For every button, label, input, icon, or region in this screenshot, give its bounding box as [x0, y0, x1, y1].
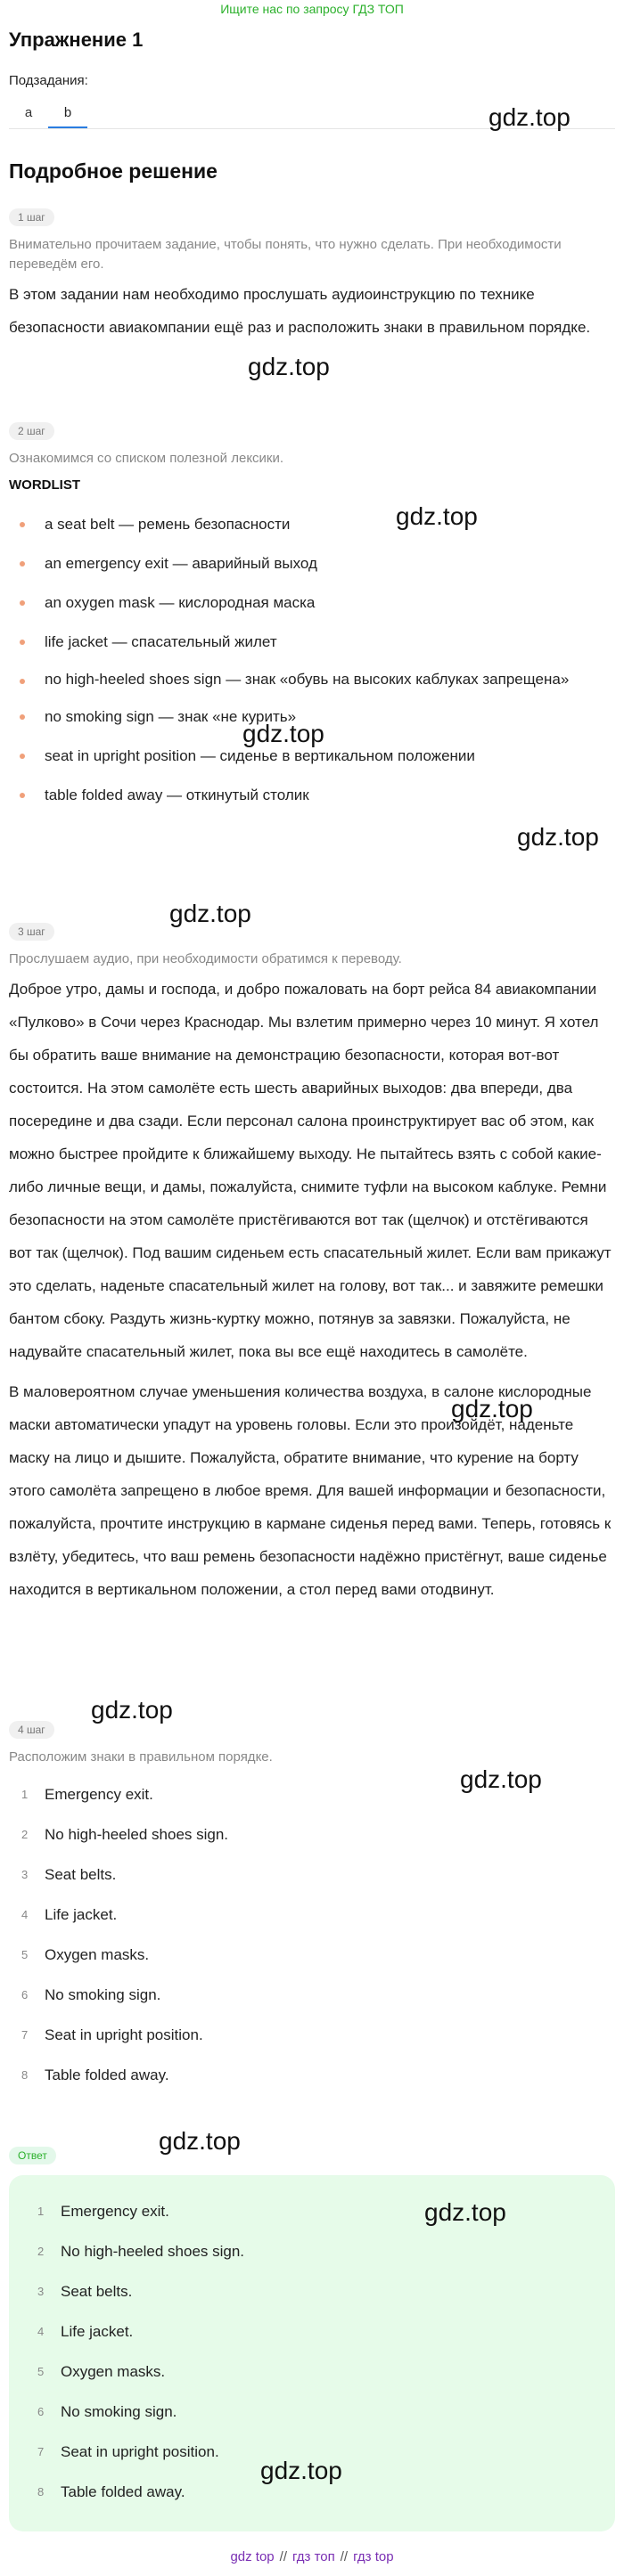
footer-link[interactable]: gdz top — [230, 2549, 275, 2564]
list-item: 3 Seat belts. — [21, 1866, 117, 1883]
footer-separator: // — [279, 2549, 287, 2564]
bullet-icon — [20, 793, 25, 798]
watermark: gdz.top — [91, 1696, 173, 1724]
list-item: no smoking sign — знак «не курить» — [9, 697, 615, 737]
list-item: 6 No smoking sign. — [21, 1986, 161, 2003]
tab-b[interactable]: b — [48, 102, 87, 128]
bullet-icon — [20, 600, 25, 606]
ordered-signs — [9, 1774, 615, 2095]
watermark: gdz.top — [451, 1395, 533, 1423]
watermark: gdz.top — [159, 2127, 241, 2155]
bullet-icon — [20, 522, 25, 527]
list-item: life jacket — спасательный жилет — [9, 623, 615, 662]
step-hint: Прослушаем аудио, при необходимости обратимся к переводу. — [9, 951, 402, 966]
wordlist — [9, 505, 615, 815]
transcript-paragraph-1: Доброе утро, дамы и господа, и добро пожаловать на борт рейса 84 авиакомпании «Пулково» в Сочи через Краснодар. Мы взлетим примерно через 10 минут. Я хотел бы обратить ваше внимание на демонстрацию безопасности, которая вот-вот состоится. На этом самолёте есть шесть аварийных выходов: два впереди, два посередине и два сзади. Если персонал салона проинструктирует вас об этом, как можно быстрее пройдите к ближайшему выходу. Не пытайтесь взять с собой какие-либо личные вещи, и дамы, пожалуйста, снимите туфли на высоком каблуке. Ремни безопасности на этом самолёте пристёгиваются вот так (щелчок) и отстёгиваются вот так (щелчок). Под вашим сиденьем есть спасательный жилет. Если вам прикажут это сделать, наденьте спасательный жилет на голову, вот так... и завяжите ремешки бантом сбоку. Раздуть жизнь-куртку можно, потянув за завязки. Пожалуйста, не надувайте спасательный жилет, пока вы все ещё находитесь в самолёте. — [9, 981, 612, 1360]
watermark: gdz.top — [396, 502, 478, 530]
step-hint: Ознакомимся со списком полезной лексики. — [9, 451, 284, 466]
bullet-icon — [20, 714, 25, 720]
step-badge: 4 шаг — [9, 1721, 54, 1739]
list-item: no high-heeled shoes sign — знак «обувь на высоких каблуках запрещена» — [9, 662, 579, 697]
top-banner-link[interactable]: Ищите нас по запросу ГДЗ ТОП — [220, 2, 404, 16]
watermark: gdz.top — [489, 103, 571, 131]
page-title: Упражнение 1 — [9, 29, 144, 51]
watermark: gdz.top — [424, 2198, 506, 2226]
list-item: 3 Seat belts. — [37, 2283, 133, 2300]
list-item: 4 Life jacket. — [21, 1906, 118, 1923]
watermark: gdz.top — [517, 823, 599, 851]
list-item: a seat belt — ремень безопасности — [9, 505, 615, 544]
step-badge: 1 шаг — [9, 208, 54, 226]
step-hint: Внимательно прочитаем задание, чтобы понять, что нужно сделать. При необходимости переведём его. — [9, 237, 562, 272]
list-item: 2 No high-heeled shoes sign. — [21, 1826, 229, 1843]
watermark: gdz.top — [248, 353, 330, 380]
footer-link[interactable]: гдз топ — [292, 2549, 335, 2564]
transcript-paragraph-2: В маловероятном случае уменьшения количества воздуха, в салоне кислородные маски автоматически упадут на уровень головы. Если это произойдёт, наденьте маску на лицо и дышите. Пожалуйста, обратите внимание, что курение на борту этого самолёта запрещено в любое время. Для вашей информации и безопасности, пожалуйста, прочтите инструкцию в кармане сиденья перед вами. Теперь, готовясь к взлёту, убедитесь, что ваш ремень безопасности надёжно пристёгнут, ваше сиденье находится в вертикальном положении, а стол перед вами отодвинут. — [9, 1383, 612, 1598]
step-3 — [9, 923, 615, 1606]
wordlist-title: WORDLIST — [9, 477, 80, 493]
watermark: gdz.top — [260, 2457, 342, 2484]
bullet-icon — [20, 754, 25, 759]
list-item: 4 Life jacket. — [37, 2323, 134, 2340]
answer-badge: Ответ — [9, 2147, 56, 2164]
step-2 — [9, 422, 615, 815]
list-item: 8 Table folded away. — [37, 2483, 185, 2500]
answer-label-wrap — [9, 2147, 615, 2164]
step-1 — [9, 208, 615, 344]
list-item: 8 Table folded away. — [21, 2067, 169, 2083]
list-item: an oxygen mask — кислородная маска — [9, 583, 615, 623]
list-item: 2 No high-heeled shoes sign. — [37, 2243, 245, 2260]
watermark: gdz.top — [460, 1765, 542, 1793]
list-item: 7 Seat in upright position. — [37, 2443, 219, 2460]
watermark: gdz.top — [242, 720, 324, 747]
footer-links — [0, 2549, 624, 2564]
list-item: seat in upright position — сиденье в вертикальном положении — [9, 737, 615, 776]
list-item: 1 Emergency exit. — [21, 1786, 153, 1803]
watermark: gdz.top — [169, 900, 251, 927]
step-text: В этом задании нам необходимо прослушать аудиоинструкцию по технике безопасности авиакомпании ещё раз и расположить знаки в правильном порядке. — [9, 286, 591, 336]
list-item: 5 Oxygen masks. — [37, 2363, 166, 2380]
bullet-icon — [20, 640, 25, 645]
bullet-icon — [20, 561, 25, 567]
tab-a[interactable]: a — [24, 105, 33, 120]
list-item: 7 Seat in upright position. — [21, 2026, 203, 2043]
list-item: 6 No smoking sign. — [37, 2403, 177, 2420]
list-item: 5 Oxygen masks. — [21, 1946, 150, 1963]
list-item: 1 Emergency exit. — [37, 2203, 169, 2220]
footer-separator: // — [340, 2549, 349, 2564]
list-item: table folded away — откинутый столик — [9, 776, 615, 815]
solution-title: Подробное решение — [9, 159, 218, 183]
list-item: an emergency exit — аварийный выход — [9, 544, 615, 583]
footer-link[interactable]: гдз top — [353, 2549, 394, 2564]
step-badge: 2 шаг — [9, 422, 54, 440]
step-hint: Расположим знаки в правильном порядке. — [9, 1749, 273, 1765]
subtasks-label: Подзадания: — [9, 73, 88, 88]
step-badge: 3 шаг — [9, 923, 54, 941]
bullet-icon — [20, 679, 25, 684]
